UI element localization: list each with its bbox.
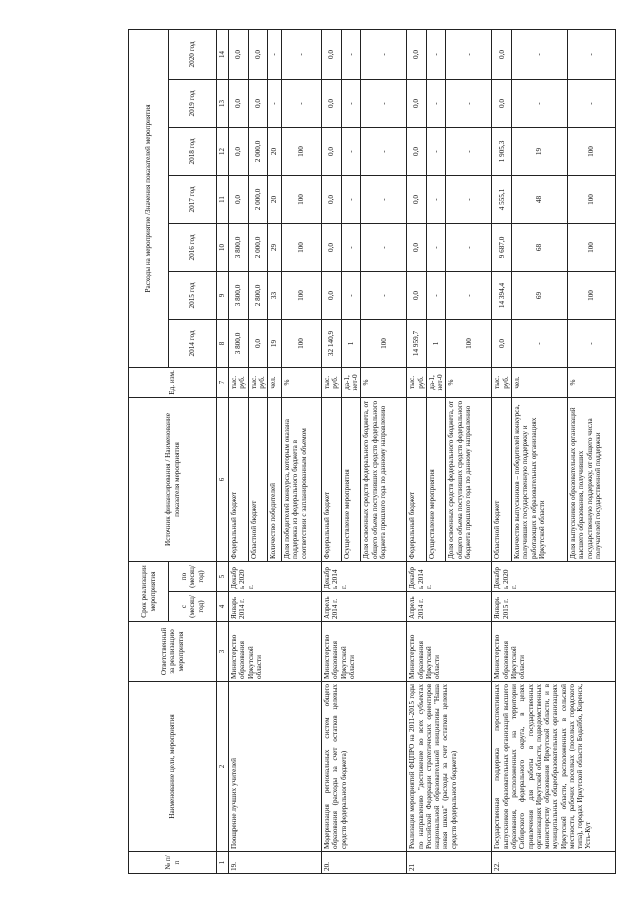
- year-value: -: [268, 29, 282, 79]
- year-value: 100: [282, 175, 322, 223]
- year-value: -: [446, 29, 492, 79]
- header-year-2014: 2014 год: [169, 319, 217, 367]
- index-cell: 7: [217, 367, 229, 397]
- year-value: 1: [426, 319, 446, 367]
- year-value: -: [426, 79, 446, 127]
- year-value: -: [446, 223, 492, 271]
- unit: %: [446, 367, 492, 397]
- source-or-indicator: Доля освоенных средств федерального бюджета, от общего объема поступивших средств федерального бюджета прошлого года по данному направлению: [446, 397, 492, 561]
- year-value: -: [361, 29, 407, 79]
- header-unit: Ед. изм.: [129, 367, 217, 397]
- source-or-indicator: Осуществление мероприятия: [426, 397, 446, 561]
- year-value: -: [426, 127, 446, 175]
- unit: %: [567, 367, 615, 397]
- source-or-indicator: Осуществление мероприятия: [341, 397, 361, 561]
- index-cell: 2: [217, 682, 229, 852]
- year-value: -: [361, 175, 407, 223]
- year-value: -: [446, 79, 492, 127]
- year-value: 0,0: [407, 223, 427, 271]
- responsible-org: Министерство образования Иркутской области: [322, 622, 407, 682]
- year-value: 19: [268, 319, 282, 367]
- unit: тыс. руб.: [407, 367, 427, 397]
- year-value: -: [341, 79, 361, 127]
- year-value: 0,0: [492, 79, 512, 127]
- program-activities-table: [128, 29, 616, 874]
- header-period: Срок реализации мероприятия: [129, 561, 169, 621]
- year-value: 100: [567, 223, 615, 271]
- period-to: Декабрь 2014 г.: [322, 561, 407, 591]
- index-cell: 10: [217, 223, 229, 271]
- index-cell: 8: [217, 319, 229, 367]
- year-value: 0,0: [322, 223, 342, 271]
- index-cell: 14: [217, 29, 229, 79]
- index-cell: 4: [217, 592, 229, 622]
- year-value: -: [341, 127, 361, 175]
- year-value: 9 687,0: [492, 223, 512, 271]
- year-value: 100: [282, 127, 322, 175]
- header-num: № п/п: [129, 852, 217, 874]
- table-row: [229, 29, 249, 873]
- responsible-org: Министерство образования Иркутской области: [407, 622, 492, 682]
- year-value: 100: [567, 271, 615, 319]
- activity-name: Поощрение лучших учителей: [229, 682, 322, 852]
- unit: тыс. руб.: [322, 367, 342, 397]
- year-value: -: [268, 79, 282, 127]
- row-number: 22.: [492, 852, 616, 874]
- column-index-row: [217, 29, 229, 873]
- header-year-2015: 2015 год: [169, 271, 217, 319]
- year-value: 100: [446, 319, 492, 367]
- table-body: [229, 29, 616, 873]
- year-value: -: [511, 319, 567, 367]
- period-from: Январь 2014 г.: [229, 592, 322, 622]
- year-value: -: [567, 319, 615, 367]
- header-year-2016: 2016 год: [169, 223, 217, 271]
- year-value: -: [446, 175, 492, 223]
- activity-name: Модернизация региональных систем общего образования (расходы за счет остатков целевых средств федерального бюджета): [322, 682, 407, 852]
- index-cell: 13: [217, 79, 229, 127]
- year-value: 2 000,0: [248, 127, 268, 175]
- year-value: -: [341, 175, 361, 223]
- index-cell: 9: [217, 271, 229, 319]
- period-from: Апрель 2014 г.: [407, 592, 492, 622]
- source-or-indicator: Доля освоенных средств федерального бюджета, от общего объема поступивших средств федерального бюджета прошлого года по данному направлению: [361, 397, 407, 561]
- index-cell: 6: [217, 397, 229, 561]
- period-from: Январь 2015 г.: [492, 592, 616, 622]
- year-value: -: [567, 79, 615, 127]
- source-or-indicator: Федеральный бюджет: [322, 397, 342, 561]
- year-value: 0,0: [229, 79, 249, 127]
- source-or-indicator: Доля выпускников образовательных организаций высшего образования, получивших государственную поддержку, от общего числа получателей государственной поддержки: [567, 397, 615, 561]
- year-value: 0,0: [229, 29, 249, 79]
- year-value: 3 800,0: [229, 319, 249, 367]
- year-value: 14 394,4: [492, 271, 512, 319]
- year-value: 0,0: [407, 175, 427, 223]
- source-or-indicator: Доля победителей конкурса, которым оказана поддержка из федерального бюджета в соответствии с запланированным объемом: [282, 397, 322, 561]
- year-value: -: [361, 79, 407, 127]
- index-cell: 11: [217, 175, 229, 223]
- year-value: 0,0: [407, 79, 427, 127]
- year-value: 0,0: [407, 127, 427, 175]
- row-number: 20.: [322, 852, 407, 874]
- year-value: 29: [268, 223, 282, 271]
- year-value: 19: [511, 127, 567, 175]
- year-value: 100: [282, 223, 322, 271]
- year-value: -: [282, 79, 322, 127]
- year-value: 0,0: [492, 29, 512, 79]
- year-value: -: [361, 271, 407, 319]
- period-to: Декабрь 2020 г.: [229, 561, 322, 591]
- unit: %: [282, 367, 322, 397]
- year-value: -: [341, 271, 361, 319]
- year-value: 0,0: [407, 271, 427, 319]
- year-value: 100: [282, 271, 322, 319]
- year-value: 0,0: [248, 29, 268, 79]
- header-expenses-group: Расходы на мероприятие /Значения показателей мероприятия: [129, 29, 169, 367]
- year-value: 20: [268, 175, 282, 223]
- table-row: [492, 29, 512, 873]
- year-value: 20: [268, 127, 282, 175]
- year-value: 0,0: [248, 319, 268, 367]
- header-from: с (месяц/год): [169, 592, 217, 622]
- year-value: 100: [282, 319, 322, 367]
- year-value: 14 959,7: [407, 319, 427, 367]
- header-year-2017: 2017 год: [169, 175, 217, 223]
- header-year-2019: 2019 год: [169, 79, 217, 127]
- source-or-indicator: Федеральный бюджет: [229, 397, 249, 561]
- year-value: 0,0: [322, 127, 342, 175]
- year-value: 3 800,0: [229, 223, 249, 271]
- header-to: по (месяц/год): [169, 561, 217, 591]
- unit: чел.: [511, 367, 567, 397]
- responsible-org: Министерство образования Иркутской области: [229, 622, 322, 682]
- year-value: -: [426, 29, 446, 79]
- year-value: -: [361, 223, 407, 271]
- source-or-indicator: Количество выпускников – победителей конкурса, получивших государственную поддержку и работающих в образовательных организациях Иркутской области: [511, 397, 567, 561]
- year-value: -: [361, 127, 407, 175]
- header-year-2020: 2020 год: [169, 29, 217, 79]
- year-value: 68: [511, 223, 567, 271]
- year-value: 0,0: [229, 175, 249, 223]
- unit: %: [361, 367, 407, 397]
- year-value: -: [446, 271, 492, 319]
- source-or-indicator: Федеральный бюджет: [407, 397, 427, 561]
- index-cell: 3: [217, 622, 229, 682]
- year-value: 33: [268, 271, 282, 319]
- year-value: -: [567, 29, 615, 79]
- year-value: 3 800,0: [229, 271, 249, 319]
- year-value: 32 140,9: [322, 319, 342, 367]
- year-value: -: [426, 271, 446, 319]
- row-number: 21: [407, 852, 492, 874]
- header-responsible: Ответственный за реализацию мероприятия: [129, 622, 217, 682]
- source-or-indicator: Областной бюджет: [248, 397, 268, 561]
- unit: тыс. руб.: [248, 367, 268, 397]
- year-value: -: [282, 29, 322, 79]
- year-value: 100: [361, 319, 407, 367]
- header-year-2018: 2018 год: [169, 127, 217, 175]
- activity-name: Государственная поддержка перспективных выпускников образовательных организаций высшего образования, расположенных на территории Сибирского федерального округа, в целях привлечения для работы в государственных организациях Иркутской области, подведомственных министерству образования Иркутской области, и в муниципальных общеобразовательных организациях Иркутской области, расположенных в сельской местности, рабочих поселках (поселках городского типа), городах Иркутской области Бодайбо, Киренск, Усть-Кут: [492, 682, 616, 852]
- header-name: Наименование цели, мероприятия: [129, 682, 217, 852]
- year-value: 0,0: [492, 319, 512, 367]
- header-source: Источник финансирования / Наименование показателя мероприятия: [129, 397, 217, 561]
- year-value: 0,0: [322, 271, 342, 319]
- year-value: -: [511, 79, 567, 127]
- year-value: 100: [567, 127, 615, 175]
- unit: тыс. руб.: [229, 367, 249, 397]
- year-value: 1 905,3: [492, 127, 512, 175]
- year-value: -: [341, 29, 361, 79]
- year-value: 0,0: [322, 29, 342, 79]
- source-or-indicator: Количество победителей: [268, 397, 282, 561]
- period-to: Декабрь 2020 г.: [492, 561, 616, 591]
- year-value: -: [426, 175, 446, 223]
- source-or-indicator: Областной бюджет: [492, 397, 512, 561]
- table-row: [407, 29, 427, 873]
- table-header: [129, 29, 229, 873]
- period-from: Апрель 2014 г.: [322, 592, 407, 622]
- index-cell: 5: [217, 561, 229, 591]
- year-value: 2 800,0: [248, 271, 268, 319]
- year-value: 69: [511, 271, 567, 319]
- year-value: 1: [341, 319, 361, 367]
- responsible-org: Министерство образования Иркутской области: [492, 622, 616, 682]
- period-to: Декабрь 2014 г.: [407, 561, 492, 591]
- unit: да-1, нет-0: [341, 367, 361, 397]
- unit: тыс. руб.: [492, 367, 512, 397]
- year-value: 100: [567, 175, 615, 223]
- year-value: 2 000,0: [248, 223, 268, 271]
- table-row: [322, 29, 342, 873]
- year-value: 4 555,1: [492, 175, 512, 223]
- unit: да-1, нет-0: [426, 367, 446, 397]
- index-cell: 12: [217, 127, 229, 175]
- activity-name: Реализация мероприятий ФЦПРО на 2011-2015 годы по направлению "достижение во всех субъектах Российской Федерации стратегических ориентиров национальной образовательной инициативы "Наша новая школа" (расходы за счет остатков целевых средств федерального бюджета): [407, 682, 492, 852]
- year-value: 0,0: [322, 79, 342, 127]
- year-value: 2 000,0: [248, 175, 268, 223]
- index-cell: 1: [217, 852, 229, 874]
- row-number: 19.: [229, 852, 322, 874]
- year-value: -: [511, 29, 567, 79]
- year-value: -: [446, 127, 492, 175]
- year-value: 0,0: [322, 175, 342, 223]
- year-value: -: [426, 223, 446, 271]
- year-value: 0,0: [407, 29, 427, 79]
- unit: чел.: [268, 367, 282, 397]
- year-value: 0,0: [229, 127, 249, 175]
- year-value: 48: [511, 175, 567, 223]
- year-value: -: [341, 223, 361, 271]
- year-value: 0,0: [248, 79, 268, 127]
